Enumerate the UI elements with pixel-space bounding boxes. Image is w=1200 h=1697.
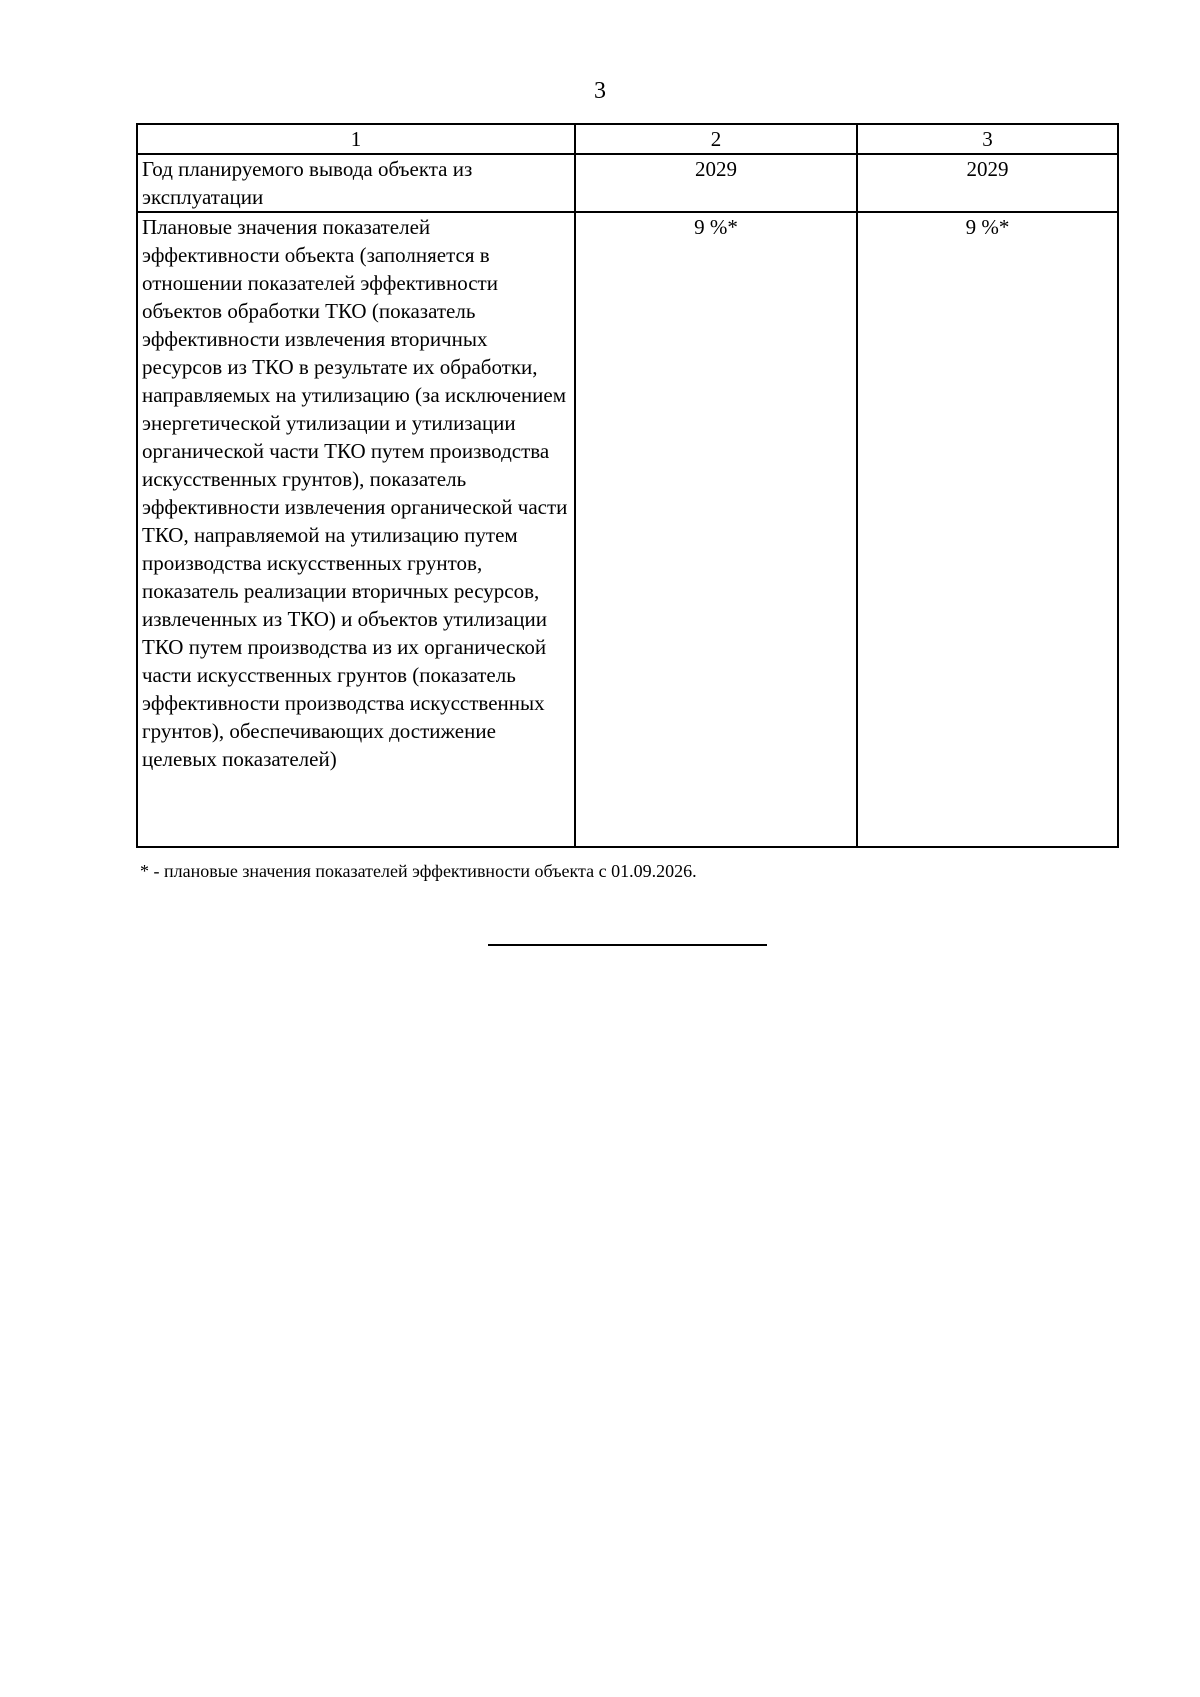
planned-efficiency-value-col3: 9 %* (857, 212, 1118, 847)
column-number-1: 1 (137, 124, 575, 154)
row-label-planned-efficiency: Плановые значения показателей эффективности объекта (заполняется в отношении показателей эффективности объектов обработки ТКО (показатель эффективности извлечения вторичных ресурсов из ТКО в результате их обработки, направляемых на утилизацию (за исключением энергетической утилизации и утилизации органической части ТКО путем производства искусственных грунтов), показатель эффективности извлечения органической части ТКО, направляемой на утилизацию путем производства искусственных грунтов, показатель реализации вторичных ресурсов, извлеченных из ТКО) и объектов утилизации ТКО путем производства из их органической части искусственных грунтов (показатель эффективности производства искусственных грунтов), обеспечивающих достижение целевых показателей) (137, 212, 575, 847)
footnote: * - плановые значения показателей эффективности объекта с 01.09.2026. (140, 861, 697, 881)
column-number-2: 2 (575, 124, 857, 154)
table-row (137, 154, 1118, 212)
decommission-year-value-col3: 2029 (857, 154, 1118, 212)
table-header-row (137, 124, 1118, 154)
indicators-table (136, 123, 1119, 848)
end-of-document-rule (488, 944, 767, 946)
table-row (137, 212, 1118, 847)
row-label-decommission-year: Год планируемого вывода объекта из эксплуатации (137, 154, 575, 212)
planned-efficiency-value-col2: 9 %* (575, 212, 857, 847)
column-number-3: 3 (857, 124, 1118, 154)
decommission-year-value-col2: 2029 (575, 154, 857, 212)
page-number: 3 (594, 78, 606, 104)
